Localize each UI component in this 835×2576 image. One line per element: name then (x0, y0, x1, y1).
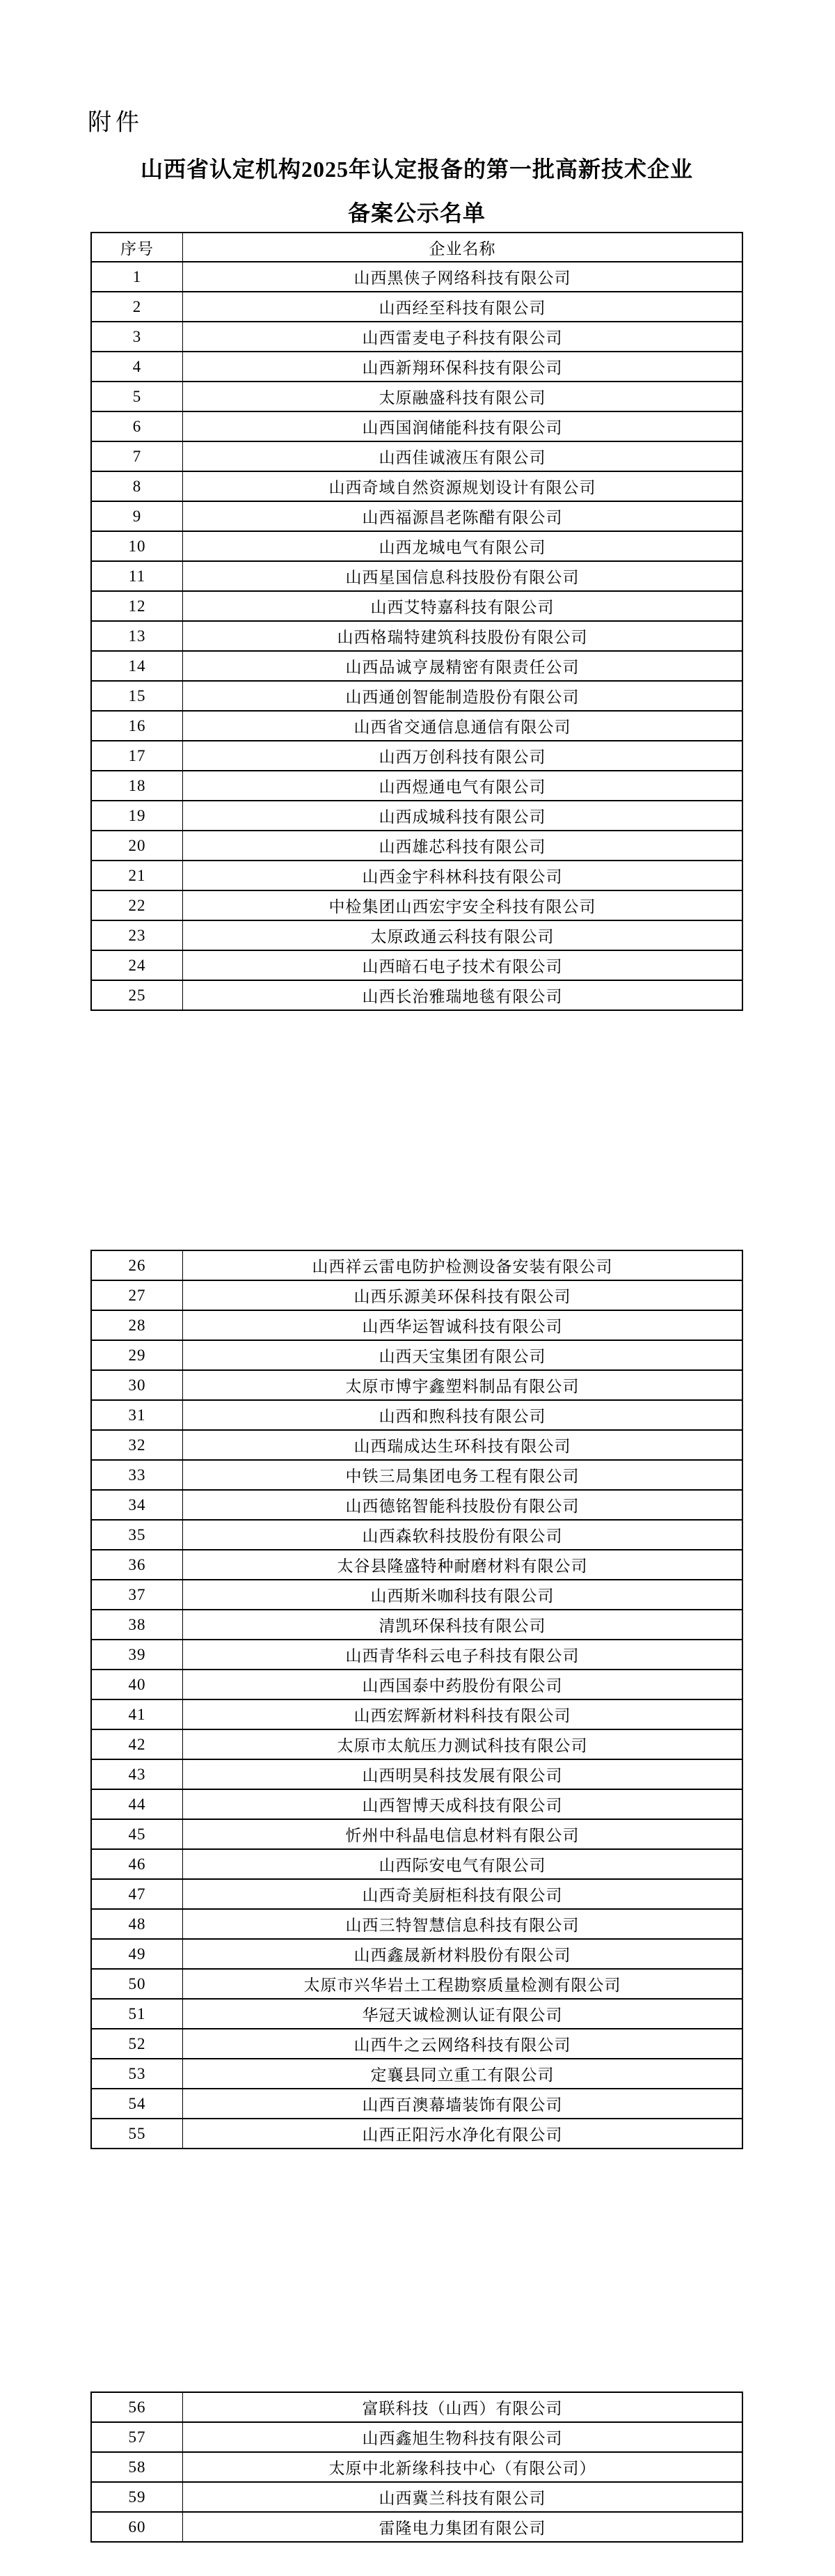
row-index-cell: 32 (91, 1430, 183, 1460)
table-row (91, 1280, 742, 1310)
table-row (91, 2512, 742, 2542)
company-name-cell: 太原市兴华岩土工程勘察质量检测有限公司 (183, 1969, 743, 1999)
company-name-cell: 山西正阳污水净化有限公司 (183, 2119, 743, 2149)
table-row (91, 651, 742, 681)
table-row (91, 1699, 742, 1729)
row-index-cell: 47 (91, 1879, 183, 1909)
table-row (91, 741, 742, 771)
row-index-cell: 51 (91, 1999, 183, 2029)
company-name-cell: 太原市博宇鑫塑料制品有限公司 (183, 1370, 743, 1400)
table-row (91, 561, 742, 591)
company-name-cell: 山西牛之云网络科技有限公司 (183, 2029, 743, 2059)
company-name-cell: 山西品诚亨晟精密有限责任公司 (183, 651, 743, 681)
company-name-cell: 山西鑫旭生物科技有限公司 (183, 2422, 743, 2452)
row-index-cell: 43 (91, 1759, 183, 1789)
table-row (91, 411, 742, 441)
table-row (91, 1490, 742, 1520)
table-row (91, 2029, 742, 2059)
table-row (91, 292, 742, 322)
table-row (91, 681, 742, 711)
company-name-cell: 富联科技（山西）有限公司 (183, 2392, 743, 2422)
table-row (91, 1819, 742, 1849)
company-name-cell: 山西万创科技有限公司 (183, 741, 743, 771)
company-name-cell: 山西三特智慧信息科技有限公司 (183, 1909, 743, 1939)
companies-table-page-2 (90, 1250, 743, 2149)
row-index-cell: 15 (91, 681, 183, 711)
column-header-index: 序号 (91, 233, 183, 262)
company-name-cell: 山西宏辉新材料科技有限公司 (183, 1699, 743, 1729)
row-index-cell: 8 (91, 471, 183, 501)
company-name-cell: 山西金宇科林科技有限公司 (183, 861, 743, 890)
row-index-cell: 14 (91, 651, 183, 681)
company-name-cell: 山西龙城电气有限公司 (183, 531, 743, 561)
company-name-cell: 山西艾特嘉科技有限公司 (183, 591, 743, 621)
company-name-cell: 山西雄芯科技有限公司 (183, 831, 743, 861)
row-index-cell: 11 (91, 561, 183, 591)
company-name-cell: 中检集团山西宏宇安全科技有限公司 (183, 890, 743, 920)
table-row (91, 621, 742, 651)
row-index-cell: 28 (91, 1310, 183, 1340)
row-index-cell: 56 (91, 2392, 183, 2422)
company-name-cell: 忻州中科晶电信息材料有限公司 (183, 1819, 743, 1849)
table-row (91, 1340, 742, 1370)
table-row (91, 1550, 742, 1580)
company-name-cell: 山西百澳幕墙装饰有限公司 (183, 2089, 743, 2119)
table-row (91, 1969, 742, 1999)
company-name-cell: 山西国泰中药股份有限公司 (183, 1670, 743, 1699)
row-index-cell: 49 (91, 1939, 183, 1969)
company-name-cell: 山西森软科技股份有限公司 (183, 1520, 743, 1550)
company-name-cell: 太原中北新缘科技中心（有限公司） (183, 2452, 743, 2482)
row-index-cell: 2 (91, 292, 183, 322)
column-header-name: 企业名称 (183, 233, 743, 262)
row-index-cell: 38 (91, 1610, 183, 1640)
row-index-cell: 58 (91, 2452, 183, 2482)
company-name-cell: 山西经至科技有限公司 (183, 292, 743, 322)
table-row (91, 322, 742, 352)
company-name-cell: 山西暗石电子技术有限公司 (183, 950, 743, 980)
table-row (91, 382, 742, 411)
table-row (91, 980, 742, 1010)
company-name-cell: 山西奇域自然资源规划设计有限公司 (183, 471, 743, 501)
row-index-cell: 45 (91, 1819, 183, 1849)
company-name-cell: 山西乐源美环保科技有限公司 (183, 1280, 743, 1310)
table-row (91, 711, 742, 741)
company-name-cell: 山西新翔环保科技有限公司 (183, 352, 743, 382)
company-name-cell: 山西黑侠子网络科技有限公司 (183, 262, 743, 292)
table-row (91, 861, 742, 890)
row-index-cell: 50 (91, 1969, 183, 1999)
table-row (91, 441, 742, 471)
row-index-cell: 22 (91, 890, 183, 920)
table-row (91, 1909, 742, 1939)
row-index-cell: 31 (91, 1400, 183, 1430)
company-name-cell: 山西冀兰科技有限公司 (183, 2482, 743, 2512)
company-name-cell: 太原市太航压力测试科技有限公司 (183, 1729, 743, 1759)
company-name-cell: 定襄县同立重工有限公司 (183, 2059, 743, 2089)
table-row (91, 1430, 742, 1460)
company-name-cell: 清凯环保科技有限公司 (183, 1610, 743, 1640)
row-index-cell: 48 (91, 1909, 183, 1939)
table-row (91, 1580, 742, 1610)
row-index-cell: 53 (91, 2059, 183, 2089)
company-name-cell: 山西智博天成科技有限公司 (183, 1789, 743, 1819)
document-title-line-1: 山西省认定机构2025年认定报备的第一批高新技术企业 (140, 157, 693, 182)
table-header-row (91, 233, 742, 262)
row-index-cell: 34 (91, 1490, 183, 1520)
table-row (91, 1670, 742, 1699)
company-name-cell: 雷隆电力集团有限公司 (183, 2512, 743, 2542)
company-name-cell: 山西通创智能制造股份有限公司 (183, 681, 743, 711)
row-index-cell: 24 (91, 950, 183, 980)
table-row (91, 1849, 742, 1879)
row-index-cell: 25 (91, 980, 183, 1010)
row-index-cell: 55 (91, 2119, 183, 2149)
row-index-cell: 4 (91, 352, 183, 382)
company-name-cell: 太原政通云科技有限公司 (183, 920, 743, 950)
row-index-cell: 46 (91, 1849, 183, 1879)
row-index-cell: 3 (91, 322, 183, 352)
row-index-cell: 44 (91, 1789, 183, 1819)
row-index-cell: 1 (91, 262, 183, 292)
row-index-cell: 57 (91, 2422, 183, 2452)
companies-table-page-3 (90, 2392, 743, 2543)
table-row (91, 801, 742, 831)
company-name-cell: 山西星国信息科技股份有限公司 (183, 561, 743, 591)
table-row (91, 890, 742, 920)
table-row (91, 2452, 742, 2482)
table-row (91, 831, 742, 861)
row-index-cell: 42 (91, 1729, 183, 1759)
company-name-cell: 山西华运智诚科技有限公司 (183, 1310, 743, 1340)
row-index-cell: 27 (91, 1280, 183, 1310)
row-index-cell: 37 (91, 1580, 183, 1610)
table-row (91, 2089, 742, 2119)
document-title-line-2: 备案公示名单 (347, 201, 486, 226)
company-name-cell: 山西长治雅瑞地毯有限公司 (183, 980, 743, 1010)
company-name-cell: 山西和煦科技有限公司 (183, 1400, 743, 1430)
table-row (91, 1250, 742, 1280)
row-index-cell: 29 (91, 1340, 183, 1370)
table-row (91, 2059, 742, 2089)
company-name-cell: 山西成城科技有限公司 (183, 801, 743, 831)
row-index-cell: 7 (91, 441, 183, 471)
company-name-cell: 山西雷麦电子科技有限公司 (183, 322, 743, 352)
row-index-cell: 39 (91, 1640, 183, 1670)
table-row (91, 2119, 742, 2149)
table-row (91, 1879, 742, 1909)
row-index-cell: 12 (91, 591, 183, 621)
company-name-cell: 山西祥云雷电防护检测设备安装有限公司 (183, 1250, 743, 1280)
table-row (91, 501, 742, 531)
company-name-cell: 中铁三局集团电务工程有限公司 (183, 1460, 743, 1490)
company-name-cell: 山西国润储能科技有限公司 (183, 411, 743, 441)
company-name-cell: 山西青华科云电子科技有限公司 (183, 1640, 743, 1670)
company-name-cell: 山西际安电气有限公司 (183, 1849, 743, 1879)
table-row (91, 2422, 742, 2452)
table-row (91, 1370, 742, 1400)
table-row (91, 2482, 742, 2512)
row-index-cell: 20 (91, 831, 183, 861)
row-index-cell: 19 (91, 801, 183, 831)
table-row (91, 771, 742, 801)
company-name-cell: 山西明昊科技发展有限公司 (183, 1759, 743, 1789)
companies-table-page-1 (90, 232, 743, 1011)
table-row (91, 1460, 742, 1490)
row-index-cell: 13 (91, 621, 183, 651)
row-index-cell: 17 (91, 741, 183, 771)
attachment-label: 附件 (88, 110, 143, 136)
table-row (91, 262, 742, 292)
row-index-cell: 21 (91, 861, 183, 890)
company-name-cell: 山西省交通信息通信有限公司 (183, 711, 743, 741)
company-name-cell: 山西鑫晟新材料股份有限公司 (183, 1939, 743, 1969)
table-row (91, 1939, 742, 1969)
row-index-cell: 41 (91, 1699, 183, 1729)
row-index-cell: 40 (91, 1670, 183, 1699)
row-index-cell: 54 (91, 2089, 183, 2119)
company-name-cell: 华冠天诚检测认证有限公司 (183, 1999, 743, 2029)
row-index-cell: 59 (91, 2482, 183, 2512)
table-row (91, 531, 742, 561)
company-name-cell: 山西佳诚液压有限公司 (183, 441, 743, 471)
row-index-cell: 23 (91, 920, 183, 950)
company-name-cell: 山西斯米咖科技有限公司 (183, 1580, 743, 1610)
row-index-cell: 5 (91, 382, 183, 411)
table-row (91, 1999, 742, 2029)
row-index-cell: 18 (91, 771, 183, 801)
row-index-cell: 10 (91, 531, 183, 561)
table-row (91, 591, 742, 621)
table-row (91, 1310, 742, 1340)
company-name-cell: 山西德铭智能科技股份有限公司 (183, 1490, 743, 1520)
table-row (91, 950, 742, 980)
row-index-cell: 26 (91, 1250, 183, 1280)
table-row (91, 920, 742, 950)
table-row (91, 471, 742, 501)
company-name-cell: 太原融盛科技有限公司 (183, 382, 743, 411)
table-row (91, 1520, 742, 1550)
table-row (91, 352, 742, 382)
company-name-cell: 太谷县隆盛特种耐磨材料有限公司 (183, 1550, 743, 1580)
row-index-cell: 35 (91, 1520, 183, 1550)
table-row (91, 1400, 742, 1430)
table-row (91, 1759, 742, 1789)
company-name-cell: 山西格瑞特建筑科技股份有限公司 (183, 621, 743, 651)
company-name-cell: 山西福源昌老陈醋有限公司 (183, 501, 743, 531)
row-index-cell: 60 (91, 2512, 183, 2542)
row-index-cell: 16 (91, 711, 183, 741)
table-row (91, 1789, 742, 1819)
company-name-cell: 山西天宝集团有限公司 (183, 1340, 743, 1370)
row-index-cell: 36 (91, 1550, 183, 1580)
table-row (91, 1729, 742, 1759)
row-index-cell: 30 (91, 1370, 183, 1400)
company-name-cell: 山西奇美厨柜科技有限公司 (183, 1879, 743, 1909)
row-index-cell: 6 (91, 411, 183, 441)
table-row (91, 2392, 742, 2422)
row-index-cell: 33 (91, 1460, 183, 1490)
table-row (91, 1610, 742, 1640)
row-index-cell: 52 (91, 2029, 183, 2059)
company-name-cell: 山西瑞成达生环科技有限公司 (183, 1430, 743, 1460)
table-row (91, 1640, 742, 1670)
company-name-cell: 山西煜通电气有限公司 (183, 771, 743, 801)
row-index-cell: 9 (91, 501, 183, 531)
